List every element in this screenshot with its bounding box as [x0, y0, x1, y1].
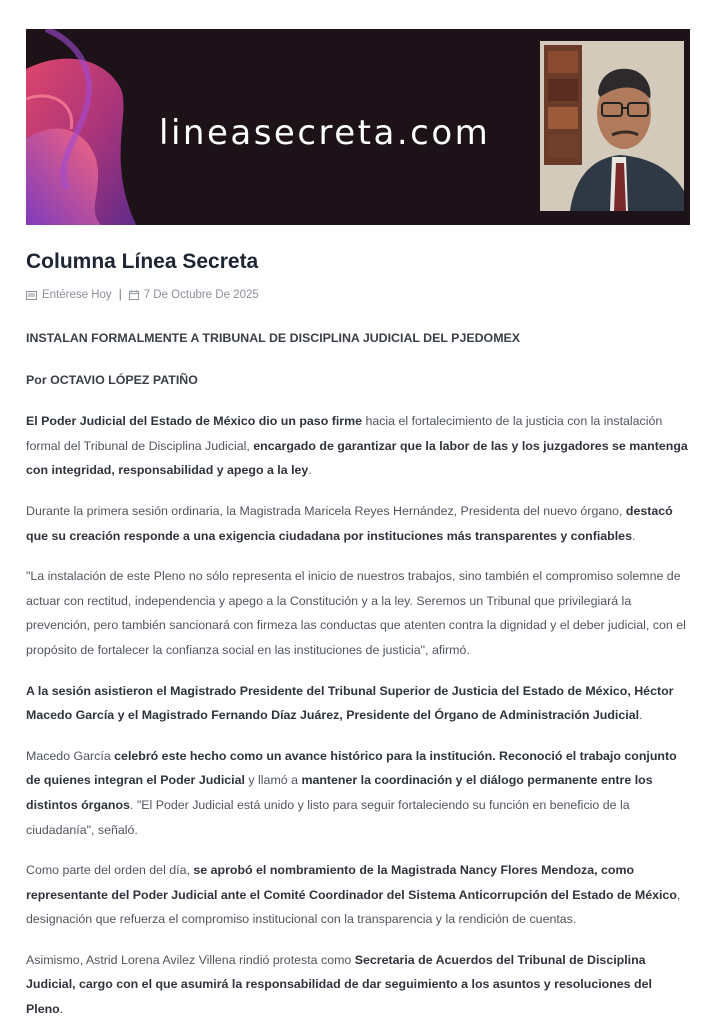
- post-title: Columna Línea Secreta: [26, 250, 259, 273]
- bold-text: se aprobó el nombramiento de la Magistrada Nancy Flores Mendoza, como representante del Poder Judicial ante el Comité Coordinador del Sistema Anticorrupción del Estado de México: [26, 863, 677, 902]
- plain-text: hacia el fortalecimiento de la justicia con la instalación formal del Tribunal de Disciplina Judicial,: [26, 414, 663, 453]
- paragraph-1: [26, 409, 690, 483]
- bold-text: celebró este hecho como un avance histórico para la institución. Reconoció el trabajo conjunto de quienes integran el Poder Judicial: [26, 748, 677, 788]
- paragraph-5: [26, 744, 690, 842]
- site-name[interactable]: lineasecreta.com: [159, 113, 491, 153]
- article-headline: INSTALAN FORMALMENTE A TRIBUNAL DE DISCIPLINA JUDICIAL DEL PJEDOMEX: [26, 331, 521, 345]
- plain-text: .: [59, 1002, 64, 1017]
- bold-text: destacó que su creación responde a una exigencia ciudadana por instituciones más transparentes y confiables: [26, 503, 673, 543]
- plain-text: Macedo García: [26, 748, 115, 763]
- plain-text: Durante la primera sesión ordinaria, la Magistrada Maricela Reyes Hernández, Presidenta del nuevo órgano,: [26, 503, 626, 518]
- article-body: [26, 326, 690, 1024]
- bold-text: A la sesión asistieron el Magistrado Presidente del Tribunal Superior de Justicia del Estado de México, Héctor Macedo García y el Magistrado Fernando Díaz Juárez, Presidente del Órgano de Administración Judicial: [26, 683, 674, 723]
- plain-text: Como parte del orden del día,: [26, 863, 194, 878]
- bold-text: Secretaria de Acuerdos del Tribunal de Disciplina Judicial, cargo con el que asumirá la responsabilidad de dar seguimiento a los asuntos y resoluciones del Pleno: [26, 952, 652, 1017]
- plain-text: y llamó a: [244, 773, 302, 788]
- plain-text: , designación que refuerza el compromiso institucional con la transparencia y la rendición de cuentas.: [26, 887, 681, 927]
- bold-text: encargado de garantizar que la labor de las y los juzgadores se mantenga con integridad, responsabilidad y apego a la ley: [26, 438, 688, 478]
- calendar-icon: [129, 290, 139, 300]
- paragraph-4: [26, 679, 690, 728]
- meta-separator: |: [118, 289, 122, 301]
- paragraph-7: [26, 948, 690, 1022]
- post-meta: [26, 289, 259, 301]
- paragraph-3-quote: "La instalación de este Pleno no sólo representa el inicio de nuestros trabajos, sino también el compromiso solemne de actuar con rectitud, independencia y apego a la Constitución y a la ley. Seremos un Tribunal que privilegiará la prevención, pero también sancionará con firmeza las conductas que atenten contra la dignidad y el deber judicial, con el propósito de fortalecer la confianza social en las instituciones de justicia", afirmó.: [26, 569, 686, 657]
- post-category-link[interactable]: Entérese Hoy: [42, 289, 112, 301]
- plain-text: .: [631, 528, 636, 543]
- article-byline: Por OCTAVIO LÓPEZ PATIÑO: [26, 372, 198, 387]
- paragraph-6: [26, 858, 690, 932]
- paragraph-2: [26, 499, 690, 548]
- plain-text: .: [639, 708, 643, 723]
- bold-text: El Poder Judicial del Estado de México dio un paso firme: [26, 414, 362, 429]
- plain-text: . "El Poder Judicial está unido y listo para seguir fortaleciendo su función en beneficio de la ciudadanía", señaló.: [26, 797, 630, 837]
- category-icon: [26, 291, 37, 300]
- bold-text: mantener la coordinación y el diálogo permanente entre los distintos órganos: [26, 773, 653, 812]
- header-banner: [26, 29, 690, 225]
- plain-text: Asimismo, Astrid Lorena Avilez Villena rindió protesta como: [26, 952, 355, 967]
- post-date: 7 De Octubre De 2025: [143, 289, 259, 301]
- author-photo: [540, 41, 684, 211]
- plain-text: .: [308, 463, 312, 478]
